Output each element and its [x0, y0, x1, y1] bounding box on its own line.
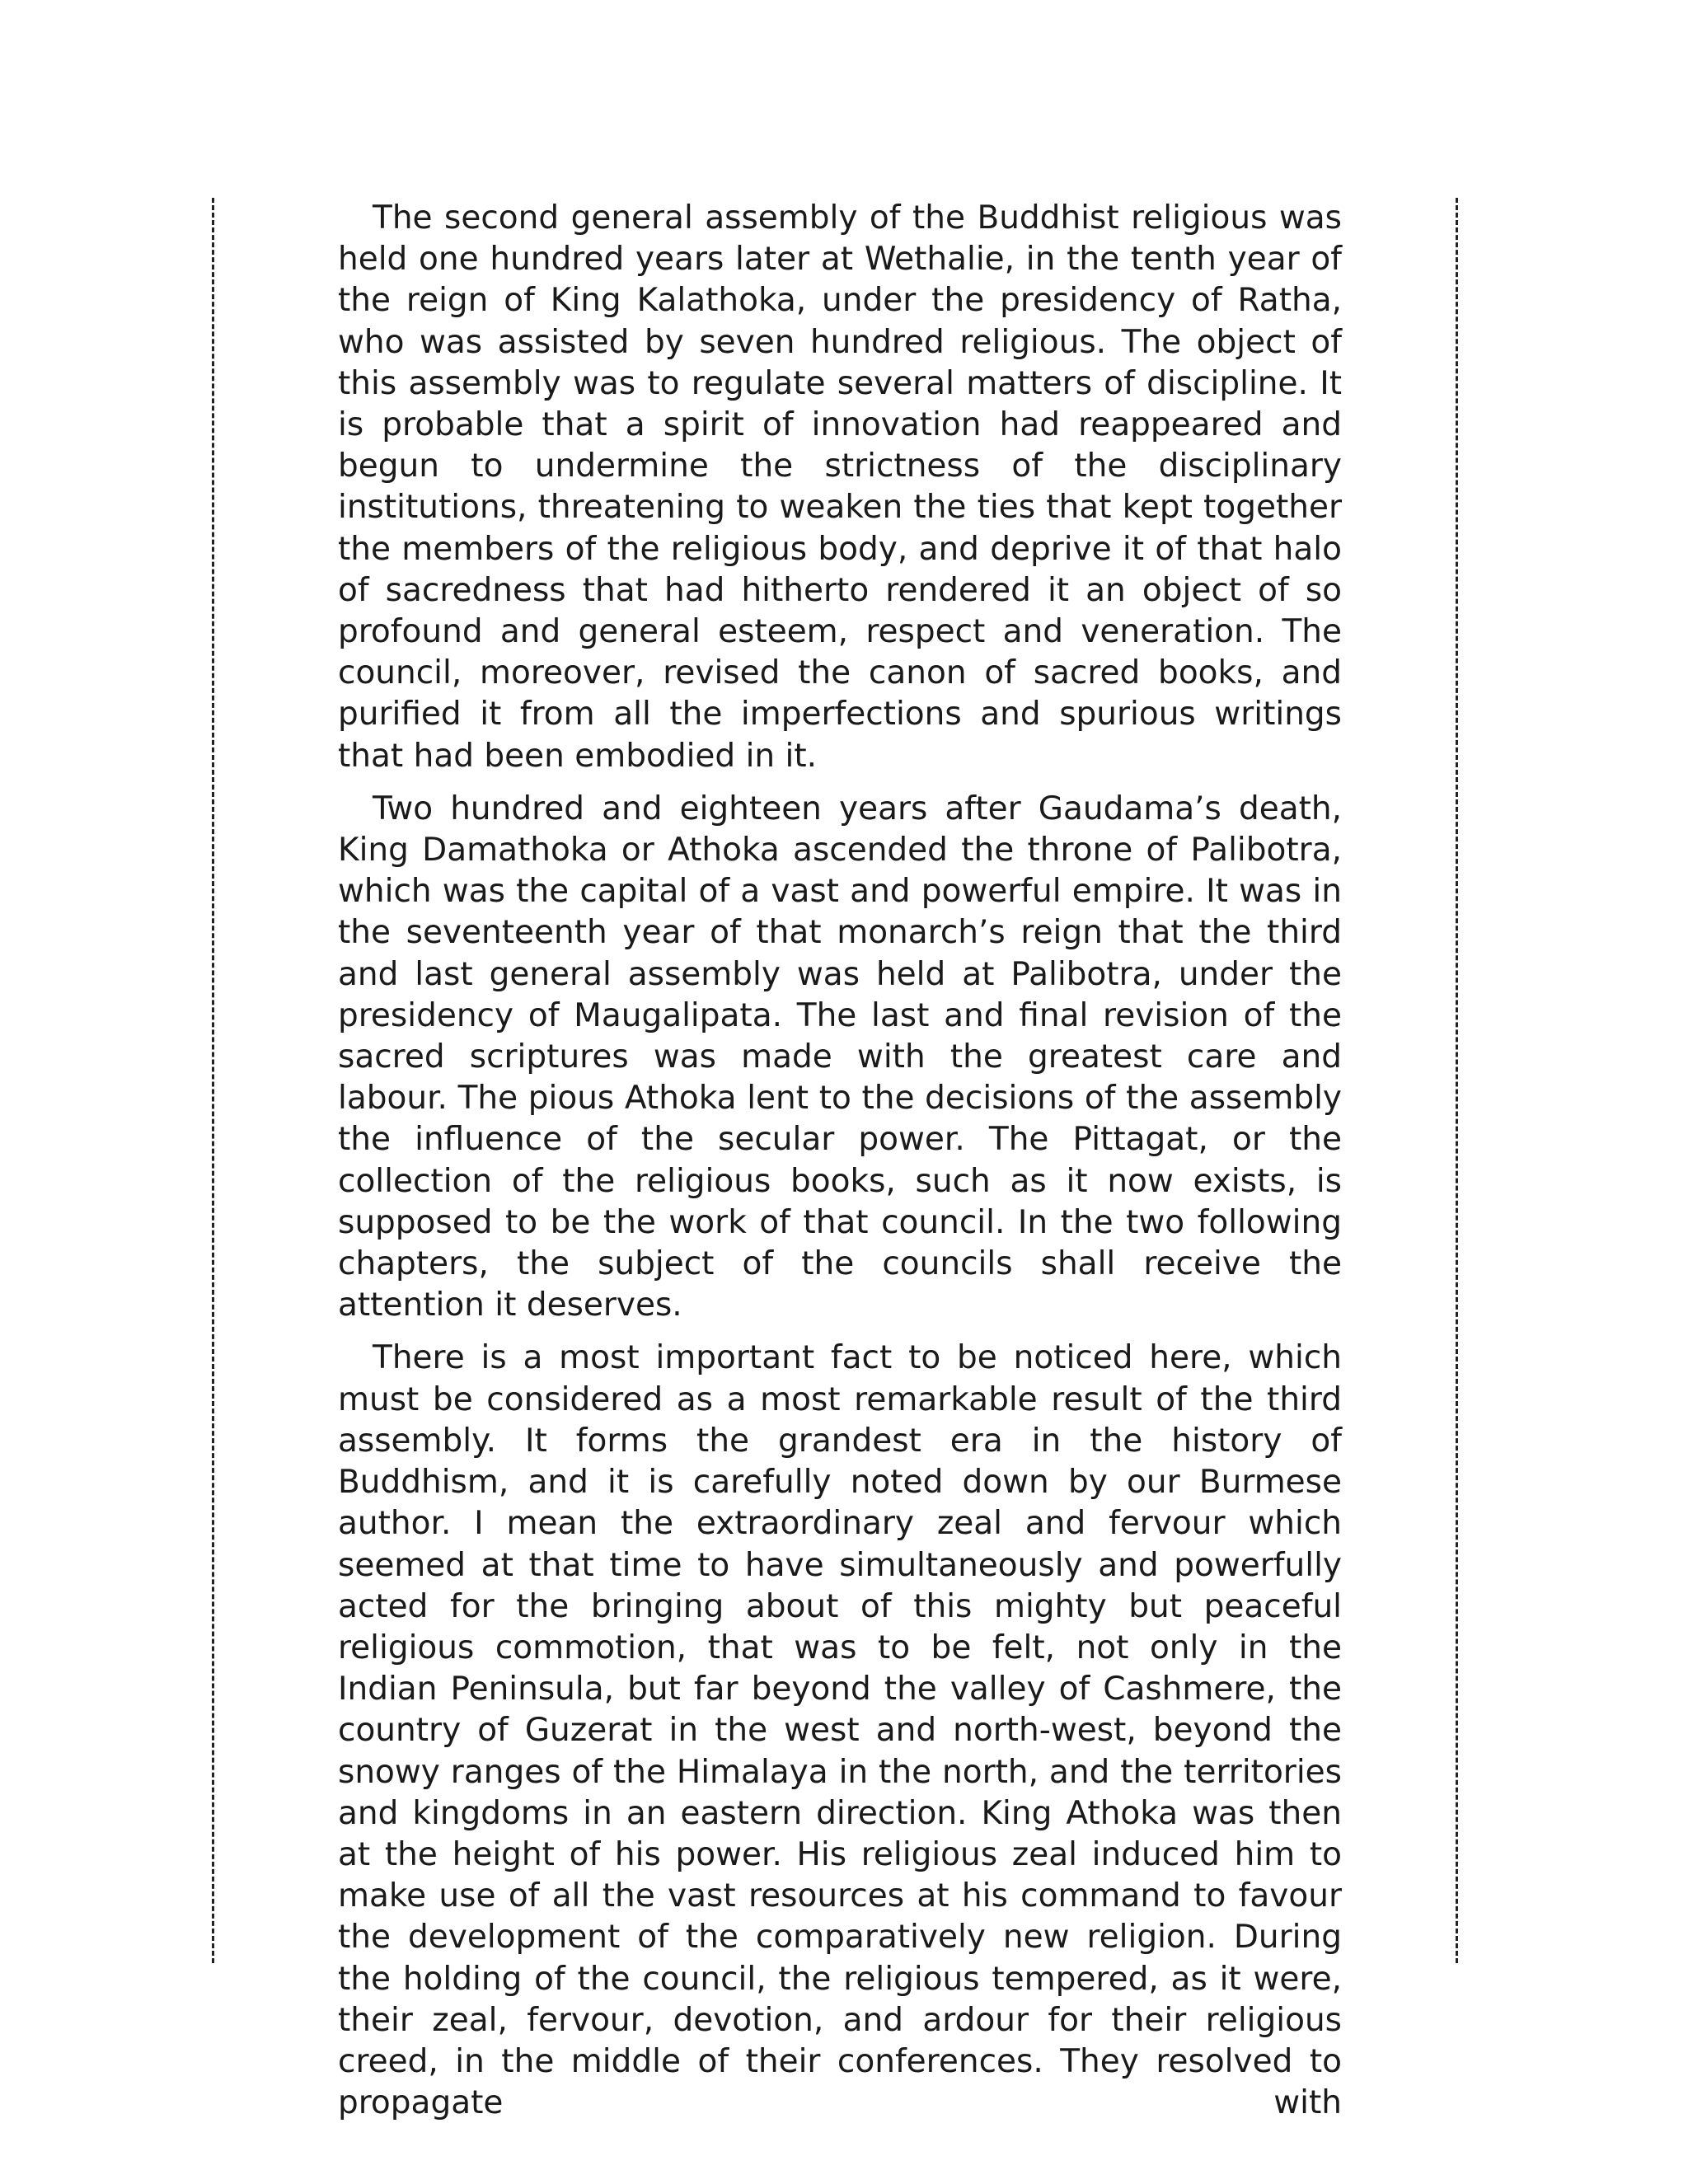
paragraph-propagation: There is a most important fact to be noticed here, which must be considered as a most remarkable result of the third assembly. It forms the grandest era in the history of Buddhism, and it is carefully noted down by our Burmese author. I mean the extraordinary zeal and fervour which seemed at that time to have simultaneously and powerfully acted for the bringing about of this mighty but peaceful religious commotion, that was to be felt, not only in the Indian Peninsula, but far beyond the valley of Cashmere, the country of Guzerat in the west and north-west, beyond the snowy ranges of the Himalaya in the north, and the territories and kingdoms in an eastern direction. King Athoka was then at the height of his power. His religious zeal induced him to make use of all the vast resources at his command to favour the development of the comparatively new religion. During the holding of the council, the religious tempered, as it were, their zeal, fervour, devotion, and ardour for their religious creed, in the middle of their conferences. They resolved to propagate with	[338, 1339, 1342, 2122]
paragraph-second-assembly: The second general assembly of the Buddhist religious was held one hundred years later at Wethalie, in the tenth year of the reign of King Kalathoka, under the presidency of Ratha, who was assisted by seven hundred religious. The object of this assembly was to regulate several matters of discipline. It is probable that a spirit of innovation had reappeared and begun to undermine the strictness of the disciplinary institutions, threatening to weaken the ties that kept together the members of the religious body, and deprive it of that halo of sacredness that had hitherto rendered it an object of so profound and general esteem, respect and veneration. The council, moreover, revised the canon of sacred books, and purified it from all the imperfections and spurious writings that had been embodied in it.	[338, 199, 1342, 775]
left-dashed-margin-line	[212, 198, 214, 1963]
paragraph-third-assembly: Two hundred and eighteen years after Gaudama’s death, King Damathoka or Athoka ascended the throne of Palibotra, which was the capital of a vast and powerful empire. It was in the seventeenth year of that monarch’s reign that the third and last general assembly was held at Palibotra, under the presidency of Maugalipata. The last and final revision of the sacred scriptures was made with the greatest care and labour. The pious Athoka lent to the decisions of the assembly the influence of the secular power. The Pittagat, or the collection of the religious books, such as it now exists, is supposed to be the work of that council. In the two following chapters, the subject of the councils shall receive the attention it deserves.	[338, 790, 1342, 1324]
right-dashed-margin-line	[1456, 198, 1458, 1963]
body-text	[338, 198, 1342, 2124]
